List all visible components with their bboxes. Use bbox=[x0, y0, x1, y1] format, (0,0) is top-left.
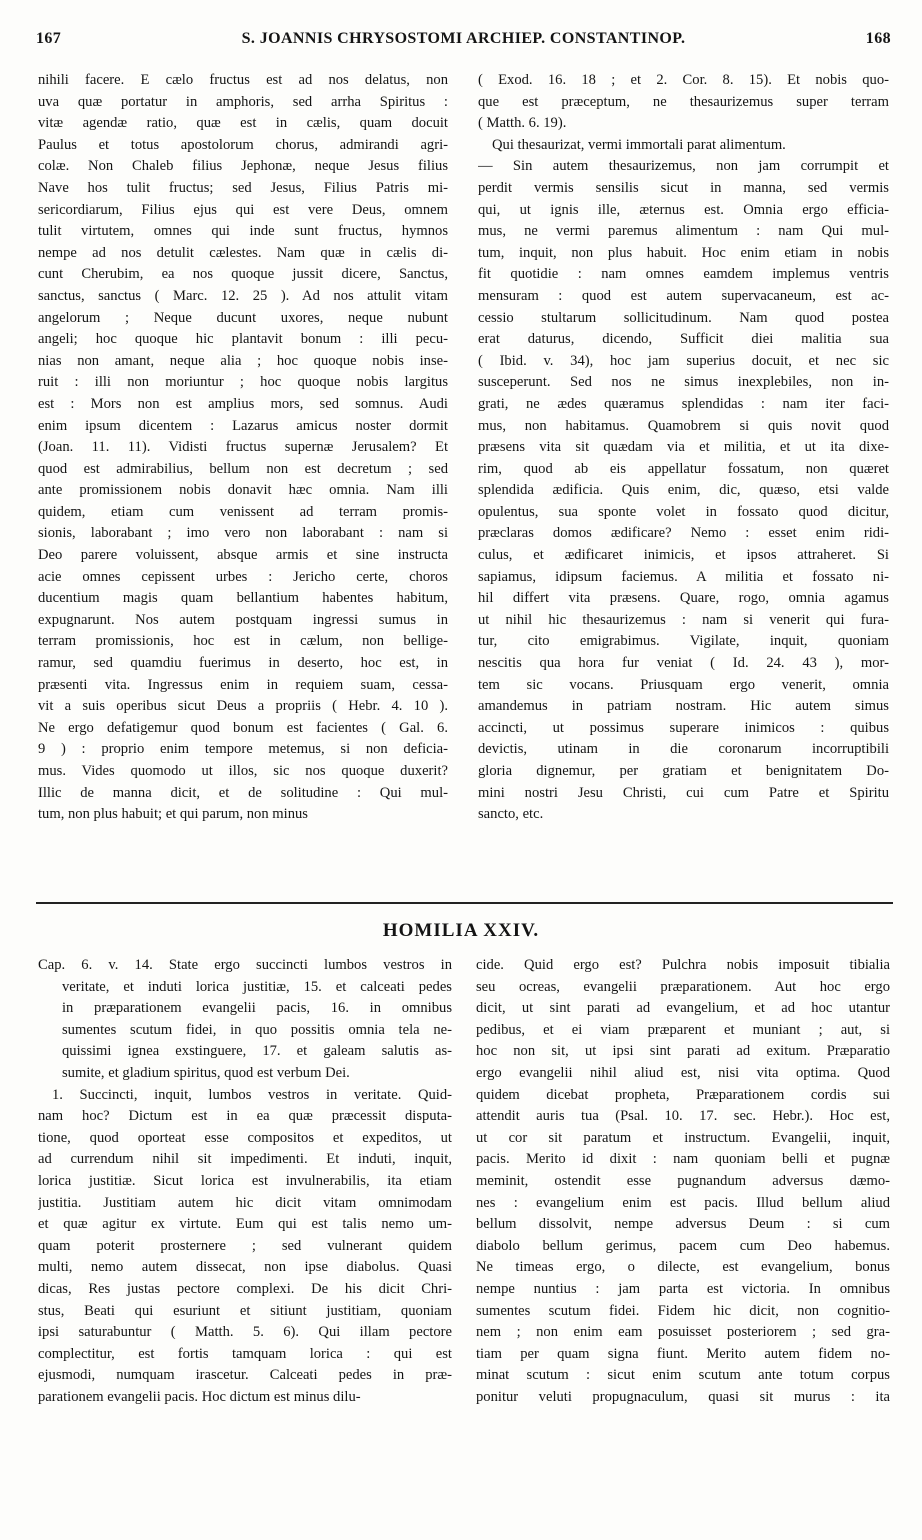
text-line: veritate, et induti lorica justitiæ, 15. et calceati pedes bbox=[62, 978, 452, 995]
section-title: HOMILIA XXIV. bbox=[382, 920, 540, 941]
text-line: colæ. Non Chaleb filius Jephonæ, neque Jesus filius bbox=[38, 158, 448, 175]
text-line: Cap. 6. v. 14. State ergo succincti lumbos vestros in bbox=[38, 957, 452, 973]
text-line: nempe ad nos detulit cælestes. Nam quæ in cælis di- bbox=[38, 244, 448, 261]
text-line: sanctus, sanctus ( Marc. 12. 25 ). Ad nos attulit vitam bbox=[38, 287, 448, 304]
text-line: opulentus, sua sponte volet in fossato quod dicitur, bbox=[478, 503, 889, 520]
text-line: ut nihil hic thesaurizemus : nam si venerit qui fura- bbox=[478, 611, 889, 628]
text-line: hil differt vita præsens. Quare, rogo, omnia agamus bbox=[478, 590, 889, 607]
text-line: rim, quod ab eis appellatur fossatum, non quæret bbox=[478, 460, 889, 477]
text-line: cide. Quid ergo est? Pulchra nobis imposuit tibialia bbox=[476, 957, 890, 973]
text-line: enim ipsum dicentem : Lazarus amicus noster dormit bbox=[38, 417, 448, 434]
text-line: perdit vermis sensilis sicut in manna, sed vermis bbox=[478, 179, 889, 196]
text-line: in præparationem evangelii pacis, 16. in omnibus bbox=[62, 1000, 452, 1017]
text-line: nias non amant, neque alia ; hoc quoque nobis inse- bbox=[38, 352, 448, 369]
text-line: sionis, laborabant ; imo vero non laborabant : nam si bbox=[38, 525, 448, 542]
text-line: ducentium magis quam bellantium habentes habitum, bbox=[38, 590, 448, 607]
text-line: tione, quod oporteat esse compositos et expeditos, ut bbox=[38, 1129, 452, 1146]
text-line: minat scutum : sicut enim scutum ante totum corpus bbox=[476, 1367, 890, 1384]
text-line: dicas, Res justas pectore complexi. De his dicit Chri- bbox=[38, 1280, 452, 1297]
page-number-right: 168 bbox=[865, 30, 891, 47]
text-line: Nave hos tulit fructus; sed Jesus, Filius Patris mi- bbox=[38, 179, 448, 196]
text-line: sapiamus, idipsum faciemus. A militia et fossato ni- bbox=[478, 568, 889, 585]
text-line: complectitur, est fortis tamquam lorica : qui est bbox=[38, 1345, 452, 1362]
text-line: Paulus et totus apostolorum chorus, admirandi agri- bbox=[38, 136, 448, 153]
text-line: nam hoc? Dictum est in ea quæ præcessit disputa- bbox=[38, 1108, 452, 1125]
text-line: ejusmodi, numquam irascetur. Calceati pedes in præ- bbox=[38, 1367, 452, 1384]
text-line: fit quotidie : nam omnes eamdem implemus ventris bbox=[478, 266, 889, 283]
text-line: devictis, utinam in die coronarum incorruptibili bbox=[478, 741, 889, 758]
text-line: splendida ædificia. Quis enim, dic, quæso, etsi valde bbox=[478, 482, 889, 499]
text-line: mensuram : quod est autem supervacaneum, est ac- bbox=[478, 287, 889, 304]
text-line: nes : evangelium enim est pacis. Illud bellum aliud bbox=[476, 1194, 890, 1211]
text-line: mus, ne vermi paremus alimentum : nam Qui mul- bbox=[478, 223, 889, 240]
text-line: tum, inquit, non plus habuit. Hoc enim etiam in nobis bbox=[478, 244, 889, 261]
text-line: nem ; non enim eam posuisset posteriorem ; sed gra- bbox=[476, 1324, 890, 1341]
text-line: est : Mors non est amplius mors, sed somnus. Audi bbox=[38, 395, 448, 412]
text-line: ergo evangelii nihil aliud est, nisi vita optima. Quod bbox=[476, 1064, 890, 1081]
text-line: tulit virtutem, omnes qui inde sunt fructus, hymnos bbox=[38, 223, 448, 240]
text-line: culus, et ædificaret inimicis, et ipsos attraheret. Si bbox=[478, 547, 889, 564]
text-line: acie omnes cepissent urbes : Jericho certe, choros bbox=[38, 568, 448, 585]
text-line: pedibus, et ei viam præparent et muniant ; aut, si bbox=[476, 1021, 890, 1038]
text-line: diabolo bellum gerimus, pacem cum Deo habemus. bbox=[476, 1237, 890, 1254]
running-title: S. JOANNIS CHRYSOSTOMI ARCHIEP. CONSTANTINOP. bbox=[241, 30, 686, 47]
text-line: nihili facere. E cælo fructus est ad nos delatus, non bbox=[38, 72, 448, 88]
text-line: cessio stultarum sollicitudinum. Nam quod postea bbox=[478, 309, 889, 326]
text-line: angelorum ; Neque ducunt uxores, neque nubunt bbox=[38, 309, 448, 326]
text-line: quam poterit prosternere ; sed vulnerant quidem bbox=[38, 1237, 452, 1254]
text-line: et quæ agitur ex virtute. Eum qui est talis nemo um- bbox=[38, 1216, 452, 1233]
text-line: præsens vita sit quædam via et militia, et ut ita dixe- bbox=[478, 439, 889, 456]
text-line: vitæ agendæ ratio, quæ est in cælis, quam docuit bbox=[38, 115, 448, 132]
text-line: præclaras domos ædificare? Nemo : esset enim ridi- bbox=[478, 525, 889, 542]
text-line: nescitis qua hora fur veniat ( Id. 24. 43 ), mor- bbox=[478, 655, 889, 672]
text-line: cunt Cherubim, ea nos quoque jussit dicere, Sanctus, bbox=[38, 266, 448, 283]
bottom-left-column bbox=[38, 955, 452, 1408]
text-line: Deo parere voluissent, absque armis et sine instructa bbox=[38, 547, 448, 564]
text-line: sumentes scutum fidei, in quo possitis omnia tela ne- bbox=[62, 1021, 452, 1038]
text-line: pacis. Merito id dixit : nam quoniam belli et pugnæ bbox=[476, 1151, 890, 1168]
text-line: ipsi saturabuntur ( Matth. 5. 6). Qui illam pectore bbox=[38, 1324, 452, 1341]
text-line: que est præceptum, ne thesaurizemus super terram bbox=[478, 93, 889, 110]
text-line: uva quæ portatur in amphoris, sed arrha Spiritus : bbox=[38, 93, 448, 110]
text-line: sancto, etc. bbox=[478, 806, 544, 823]
text-line: Ne timeas ergo, o dilecte, est evangelium, bonus bbox=[476, 1259, 890, 1276]
text-line: mus. Vides quomodo ut illos, sic nos quoque duxerit? bbox=[38, 763, 448, 779]
text-line: expugnarunt. Nos autem postquam ingressi sumus in bbox=[38, 611, 448, 628]
bottom-right-column bbox=[476, 955, 890, 1408]
text-line: ramur, sed quamdiu fuerimus in deserto, hoc est, in bbox=[38, 655, 448, 672]
text-line: ruit : illi non moriuntur ; hoc quoque nobis largitus bbox=[38, 374, 448, 391]
text-line: lorica justitiæ. Sicut lorica est invulnerabilis, ita etiam bbox=[38, 1172, 452, 1189]
text-line: attendit auris tua (Psal. 10. 17. sec. Hebr.). Hoc est, bbox=[476, 1108, 890, 1125]
text-line: tem sic vocans. Priusquam ergo venerit, omnia bbox=[478, 676, 889, 693]
text-line: 9 ) : proprio enim tempore metemus, si non deficia- bbox=[38, 741, 448, 758]
text-line: ponitur veluti propugnaculum, quasi sit murus : ita bbox=[476, 1388, 890, 1405]
text-line: meminit, ostendit esse pugnandum adversus dæmo- bbox=[476, 1172, 890, 1189]
text-line: ( Matth. 6. 19). bbox=[478, 115, 567, 132]
top-left-column bbox=[38, 70, 448, 826]
text-line: sericordiarum, Filius ejus qui est vere Deus, omnem bbox=[38, 201, 448, 218]
text-line: ( Exod. 16. 18 ; et 2. Cor. 8. 15). Et nobis quo- bbox=[478, 72, 889, 88]
text-line: sumite, et gladium spiritus, quod est verbum Dei. bbox=[62, 1064, 350, 1081]
text-line: 1. Succincti, inquit, lumbos vestros in veritate. Quid- bbox=[52, 1086, 452, 1103]
text-line: Ne ergo defatigemur quod bonum est facientes ( Gal. 6. bbox=[38, 719, 448, 736]
text-line: ut cor sit paratum et instructum. Evangelii, inquit, bbox=[476, 1129, 890, 1146]
text-line: mus, non habitamus. Quamobrem si quis novit quod bbox=[478, 417, 889, 434]
text-line: qui, ut ignis ille, æternus est. Omnia ergo efficia- bbox=[478, 201, 889, 218]
text-line: Illic de manna dicit, et de solitudine : Qui mul- bbox=[38, 784, 448, 801]
text-line: amandemus in patriam nostram. Hic autem simus bbox=[478, 698, 889, 715]
text-line: præsenti vita. Ingressus enim in requiem suam, cessa- bbox=[38, 676, 448, 693]
page-number-left: 167 bbox=[36, 30, 62, 47]
text-line: quidem, etiam cum venissent ad terram promis- bbox=[38, 503, 448, 520]
text-line: tur, cito emigrabimus. Vigilate, inquit, quoniam bbox=[478, 633, 889, 650]
running-header bbox=[36, 30, 891, 56]
text-line: nempe nuntius : jam parta est victoria. In omnibus bbox=[476, 1280, 890, 1297]
text-line: dicit, ut sint parati ad evangelium, et ad hoc utantur bbox=[476, 1000, 890, 1017]
text-line: terram promissionis, hoc est in cælum, non bellige- bbox=[38, 633, 448, 650]
text-line: bellum dissolvit, nempe adversus Deum : si cum bbox=[476, 1216, 890, 1233]
text-line: ( Ibid. v. 34), hoc jam superius docuit, et nec sic bbox=[478, 352, 889, 369]
text-line: quissimi ignea exstinguere, 17. et galeam salutis as- bbox=[62, 1043, 452, 1060]
text-line: mini nostri Jesu Christi, cui cum Patre et Spiritu bbox=[478, 784, 889, 801]
text-line: (Joan. 11. 11). Vidisti fructus supernæ Jerusalem? Et bbox=[38, 439, 448, 456]
text-line: sumentes scutum fidei. Fidem hic dicit, non cognitio- bbox=[476, 1302, 890, 1319]
text-line: — Sin autem thesaurizemus, non jam corrumpit et bbox=[478, 158, 889, 175]
text-line: seu ocreas, evangelii præparationem. Aut hoc ergo bbox=[476, 978, 890, 995]
text-line: ante promissionem nobis donavit hæc omnia. Nam illi bbox=[38, 482, 448, 499]
text-line: stus, Beati qui esuriunt et sitiunt justitiam, quoniam bbox=[38, 1302, 452, 1319]
text-line: ad currendum nihil sit impedimenti. Et induti, inquit, bbox=[38, 1151, 452, 1168]
text-line: tum, non plus habuit; et qui parum, non minus bbox=[38, 806, 308, 823]
text-line: multi, nemo autem dissecat, non ipse diabolus. Quasi bbox=[38, 1259, 452, 1276]
text-line: tiam per quam signa fiunt. Merito autem fidem no- bbox=[476, 1345, 890, 1362]
section-divider bbox=[36, 902, 893, 904]
text-line: quidem dicebat propheta, Præparationem cordis sui bbox=[476, 1086, 890, 1103]
text-line: susceperunt. Sed nos ne simus inexplebiles, non in- bbox=[478, 374, 889, 391]
top-right-column bbox=[478, 70, 889, 826]
text-line: hoc non sit, ut ipsi sint parati ad exitum. Præparatio bbox=[476, 1043, 890, 1060]
text-line: Qui thesaurizat, vermi immortali parat alimentum. bbox=[492, 136, 786, 153]
text-line: accincti, ut possimus superare inimicos : quibus bbox=[478, 719, 889, 736]
text-line: vit a suis operibus sicut Deus a propriis ( Hebr. 4. 10 ). bbox=[38, 698, 448, 715]
text-line: gloria dignemur, per gratiam et benignitatem Do- bbox=[478, 763, 889, 779]
text-line: parationem evangelii pacis. Hoc dictum est minus dilu- bbox=[38, 1388, 361, 1405]
text-line: grati, ne ædes quæramus splendidas : nam iter faci- bbox=[478, 395, 889, 412]
text-line: erat daturus, dicendo, Sufficit diei malitia sua bbox=[478, 331, 889, 348]
text-line: quod est admirabilius, bellum non est decretum ; sed bbox=[38, 460, 448, 477]
text-line: angeli; hoc quoque hic plantavit bonum : illi pecu- bbox=[38, 331, 448, 348]
text-line: justitia. Justitiam autem hic dicit vitam omnimodam bbox=[38, 1194, 452, 1211]
